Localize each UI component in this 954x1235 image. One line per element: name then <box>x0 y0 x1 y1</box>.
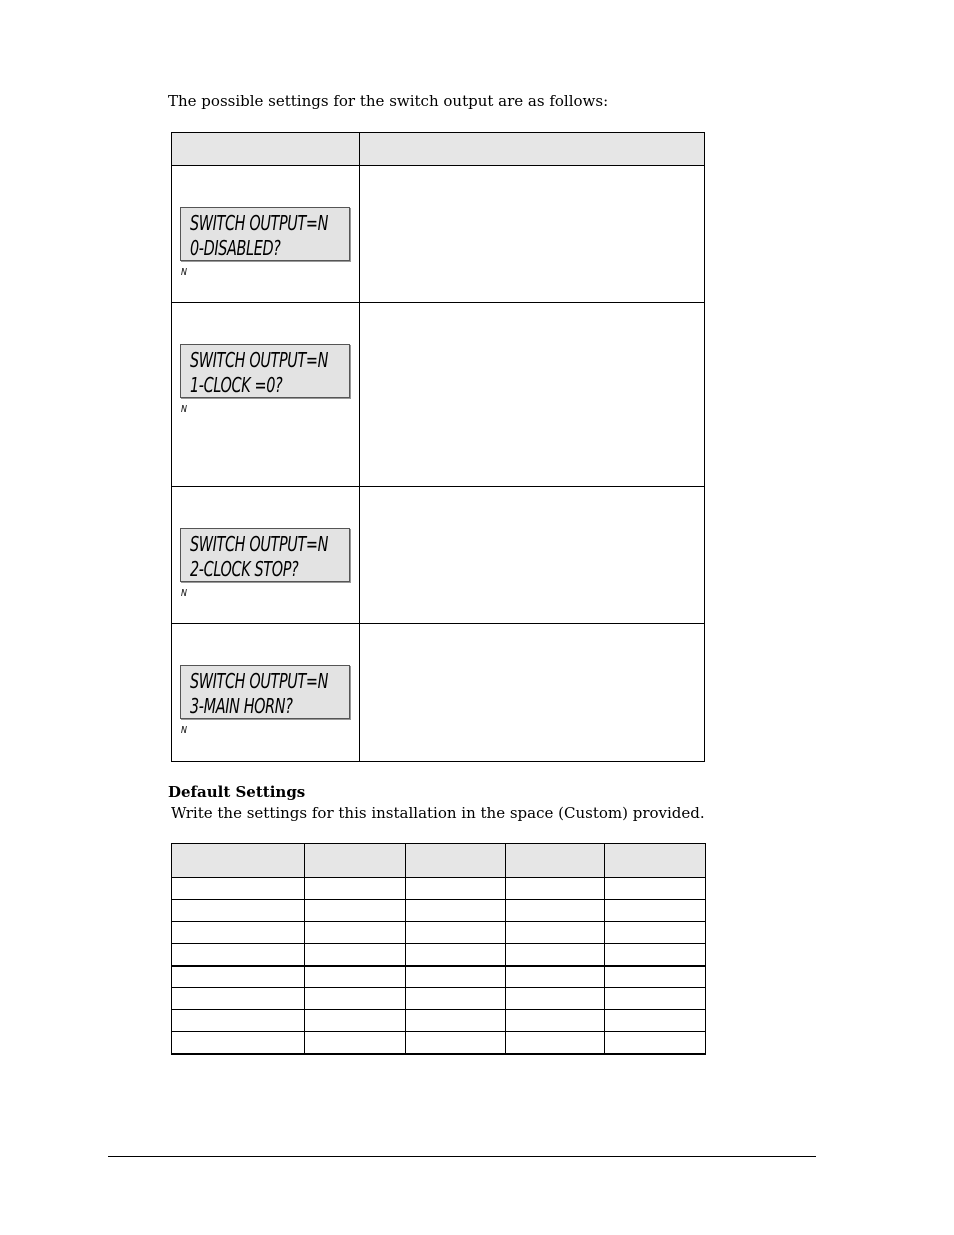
lcd-line-2: 3-MAIN HORN? <box>190 694 293 718</box>
footer-rule <box>108 1156 816 1157</box>
lcd-display-row-4 <box>180 665 350 719</box>
lcd-line-2: 2-CLOCK STOP? <box>190 557 299 581</box>
default-settings-table <box>171 843 706 1055</box>
intro-text: The possible settings for the switch output are as follows: <box>168 92 609 110</box>
key-label: N <box>181 588 187 599</box>
default-settings-text: Write the settings for this installation in the space (Custom) provided. <box>171 804 705 822</box>
lcd-display-row-2 <box>180 344 350 398</box>
lcd-line-1: SWITCH OUTPUT=N <box>190 211 329 235</box>
table-row <box>172 1032 706 1054</box>
key-label: N <box>181 267 187 278</box>
lcd-line-1: SWITCH OUTPUT=N <box>190 532 329 556</box>
table-row <box>172 900 706 922</box>
switch-output-settings-table <box>171 132 705 762</box>
lcd-display-row-1 <box>180 207 350 261</box>
table-row <box>172 966 706 988</box>
table-row <box>172 878 706 900</box>
key-label: N <box>181 725 187 736</box>
lcd-line-1: SWITCH OUTPUT=N <box>190 348 329 372</box>
lcd-display-row-3 <box>180 528 350 582</box>
table-header-row <box>172 844 706 878</box>
table-row <box>172 922 706 944</box>
table-row <box>172 944 706 966</box>
default-settings-heading: Default Settings <box>168 783 306 801</box>
lcd-line-2: 1-CLOCK =0? <box>190 373 283 397</box>
lcd-line-1: SWITCH OUTPUT=N <box>190 669 329 693</box>
key-label: N <box>181 404 187 415</box>
table-row <box>172 988 706 1010</box>
settings-table-header <box>172 133 704 166</box>
lcd-line-2: 0-DISABLED? <box>190 236 281 260</box>
table-row <box>172 1010 706 1032</box>
